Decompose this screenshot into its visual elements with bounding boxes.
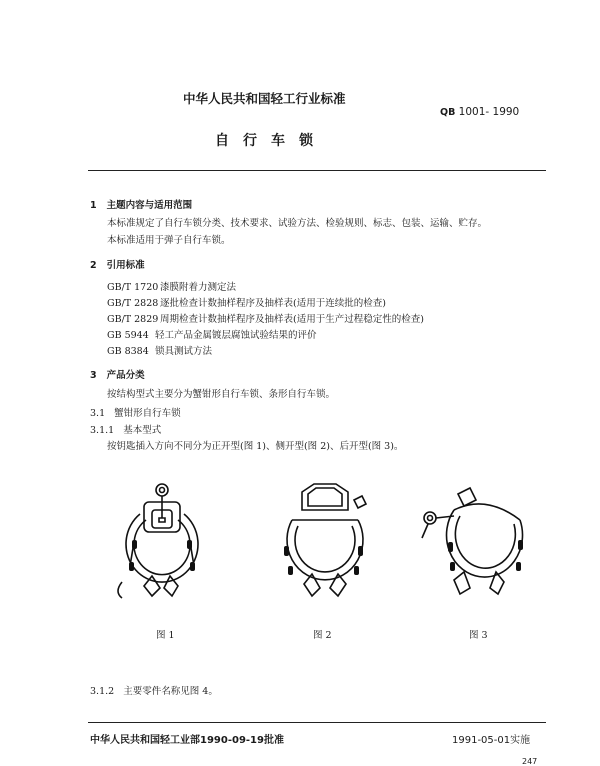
page-number: 247: [522, 757, 538, 766]
standard-number: [440, 106, 519, 118]
reference-item: [107, 295, 386, 309]
standard-prefix: QB: [440, 107, 456, 118]
section-3-1-1-number: 3.1.1: [90, 425, 115, 436]
figure-2-caption: 图 2: [313, 630, 332, 641]
reference-item: [107, 327, 317, 341]
figure-2-lock-illustration: [262, 480, 372, 615]
reference-title: 漆膜附着力测定法: [160, 282, 237, 293]
section-2-number: 2: [90, 260, 97, 271]
reference-item: [107, 279, 236, 293]
reference-code: GB/T 1720: [107, 282, 159, 293]
section-3-number: 3: [90, 370, 97, 381]
section-2-heading: [90, 257, 145, 271]
org-title: 中华人民共和国轻工行业标准: [183, 91, 346, 106]
effective-date: 1991-05-01实施: [452, 735, 531, 746]
figure-3-lock-illustration: [410, 480, 530, 615]
section-1-number: 1: [90, 200, 97, 211]
section-1-paragraph-1: 本标准规定了自行车锁分类、技术要求、试验方法、检验规则、标志、包装、运输、贮存。: [107, 218, 488, 229]
section-1-heading: [90, 197, 192, 211]
footer-rule: [88, 722, 546, 723]
section-3-1-heading: [90, 405, 181, 419]
section-3-1-1-heading: [90, 422, 161, 436]
section-3-1-title: 蟹钳形自行车锁: [114, 408, 181, 419]
reference-title: 锁具测试方法: [155, 346, 213, 357]
reference-title: 逐批检查计数抽样程序及抽样表(适用于连续批的检查): [160, 298, 386, 309]
standard-code: 1001- 1990: [458, 106, 520, 118]
reference-code: GB 8384: [107, 346, 149, 357]
section-3-1-2-line: [90, 683, 218, 697]
section-3-1-2-text: 主要零件名称见图 4。: [123, 686, 218, 697]
approval-note: 中华人民共和国轻工业部1990-09-19批准: [90, 735, 284, 746]
figure-3-caption: 图 3: [469, 630, 488, 641]
section-3-1-1-paragraph: 按钥匙插入方向不同分为正开型(图 1)、侧开型(图 2)、后开型(图 3)。: [107, 441, 404, 452]
reference-title: 轻工产品金属镀层腐蚀试验结果的评价: [155, 330, 317, 341]
reference-item: [107, 311, 424, 325]
section-3-1-1-title: 基本型式: [123, 425, 162, 436]
section-1-title: 主题内容与适用范围: [106, 200, 193, 211]
reference-code: GB 5944: [107, 330, 149, 341]
section-3-title: 产品分类: [106, 370, 145, 381]
reference-code: GB/T 2828: [107, 298, 159, 309]
header-rule: [88, 170, 546, 171]
section-1-paragraph-2: 本标准适用于弹子自行车锁。: [107, 235, 231, 246]
section-3-heading: [90, 367, 145, 381]
reference-item: [107, 343, 212, 357]
section-3-1-number: 3.1: [90, 408, 106, 419]
reference-code: GB/T 2829: [107, 314, 159, 325]
figure-1-lock-illustration: [112, 480, 212, 615]
figure-1-caption: 图 1: [156, 630, 175, 641]
section-3-paragraph: 按结构型式主要分为蟹钳形自行车锁、条形自行车锁。: [107, 389, 336, 400]
section-3-1-2-number: 3.1.2: [90, 686, 115, 697]
section-2-title: 引用标准: [106, 260, 145, 271]
doc-title: 自行车锁: [215, 133, 327, 149]
reference-title: 周期检查计数抽样程序及抽样表(适用于生产过程稳定性的检查): [160, 314, 424, 325]
